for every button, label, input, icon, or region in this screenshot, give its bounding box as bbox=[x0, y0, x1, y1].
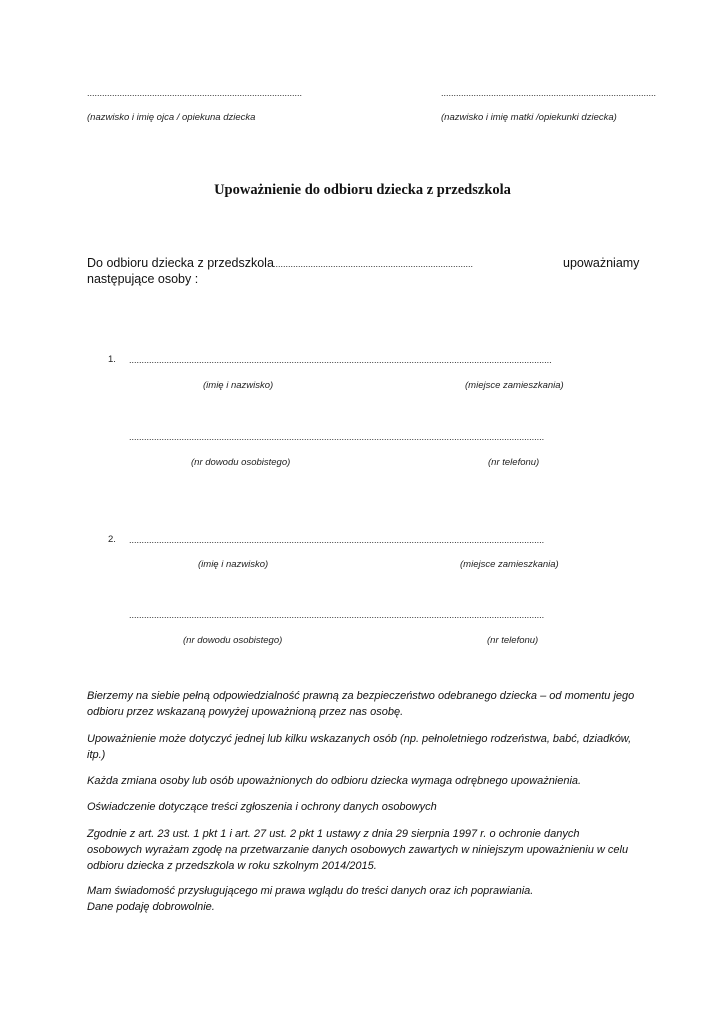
person-1-number: 1. bbox=[108, 354, 116, 365]
paragraph-line: Zgodnie z art. 23 ust. 1 pkt 1 i art. 27 ust. 2 pkt 1 ustawy z dnia 29 sierpnia 1997 r. o ochronie danych bbox=[87, 828, 580, 840]
data-statement-heading bbox=[87, 799, 647, 815]
consent-paragraph bbox=[87, 826, 647, 874]
paragraph-line: odbioru przez wskazaną powyżej upoważnioną przez nas osobę. bbox=[87, 706, 404, 718]
change-paragraph bbox=[87, 773, 647, 789]
person-1-address-label: (miejsce zamieszkania) bbox=[465, 380, 564, 391]
person-2-id-label: (nr dowodu osobistego) bbox=[183, 635, 283, 646]
intro-line2: następujące osoby : bbox=[87, 272, 199, 286]
scope-paragraph bbox=[87, 731, 647, 763]
awareness-paragraph bbox=[87, 883, 647, 915]
person-1-phone-label: (nr telefonu) bbox=[488, 457, 540, 468]
paragraph-line: Bierzemy na siebie pełną odpowiedzialność prawną za bezpieczeństwo odebranego dziecka – od momentu jego bbox=[87, 690, 635, 702]
person-1-name-label: (imię i nazwisko) bbox=[203, 380, 274, 391]
paragraph-line: itp.) bbox=[87, 749, 106, 761]
paragraph-line: Upoważnienie może dotyczyć jednej lub kilku wskazanych osób (np. pełnoletniego rodzeństwa, babć, dziadków, bbox=[87, 733, 632, 745]
document-title: Upoważnienie do odbioru dziecka z przedszkola bbox=[214, 182, 511, 198]
child-name-dotted-line: ................................................................................ bbox=[273, 259, 474, 269]
person-1-id-phone-line: ...................................................................................................................................................................... bbox=[129, 432, 545, 442]
person-2-id-phone-line: ...................................................................................................................................................................... bbox=[129, 610, 545, 620]
paragraph-line: Oświadczenie dotyczące treści zgłoszenia i ochrony danych osobowych bbox=[87, 801, 437, 813]
person-2-address-label: (miejsce zamieszkania) bbox=[460, 559, 559, 570]
father-name-caption: (nazwisko i imię ojca / opiekuna dziecka bbox=[87, 112, 256, 123]
paragraph-line: odbioru dziecka z przedszkola w roku szkolnym 2014/2015. bbox=[87, 860, 377, 872]
paragraph-line: Mam świadomość przysługującego mi prawa wglądu do treści danych oraz ich poprawiania. bbox=[87, 885, 534, 897]
paragraph-line: Dane podaję dobrowolnie. bbox=[87, 901, 215, 913]
mother-name-caption: (nazwisko i imię matki /opiekunki dziecka) bbox=[441, 112, 617, 123]
person-1-name-address-line: ......................................................................................................................................................................... bbox=[129, 355, 552, 365]
responsibility-paragraph bbox=[87, 688, 647, 720]
intro-authorize-word: upoważniamy bbox=[563, 256, 640, 270]
person-2-name-label: (imię i nazwisko) bbox=[198, 559, 269, 570]
person-1-id-label: (nr dowodu osobistego) bbox=[191, 457, 291, 468]
intro-text: Do odbioru dziecka z przedszkola bbox=[87, 256, 274, 270]
mother-name-dotted-line: ...................................................................................... bbox=[441, 88, 657, 98]
person-2-name-address-line: ...................................................................................................................................................................... bbox=[129, 535, 545, 545]
father-name-dotted-line: ...................................................................................... bbox=[87, 88, 303, 98]
paragraph-line: osobowych wyrażam zgodę na przetwarzanie danych osobowych zawartych w niniejszym upoważnieniu w celu bbox=[87, 844, 629, 856]
person-2-phone-label: (nr telefonu) bbox=[487, 635, 539, 646]
paragraph-line: Każda zmiana osoby lub osób upoważnionych do odbioru dziecka wymaga odrębnego upoważnienia. bbox=[87, 775, 582, 787]
person-2-number: 2. bbox=[108, 534, 116, 545]
